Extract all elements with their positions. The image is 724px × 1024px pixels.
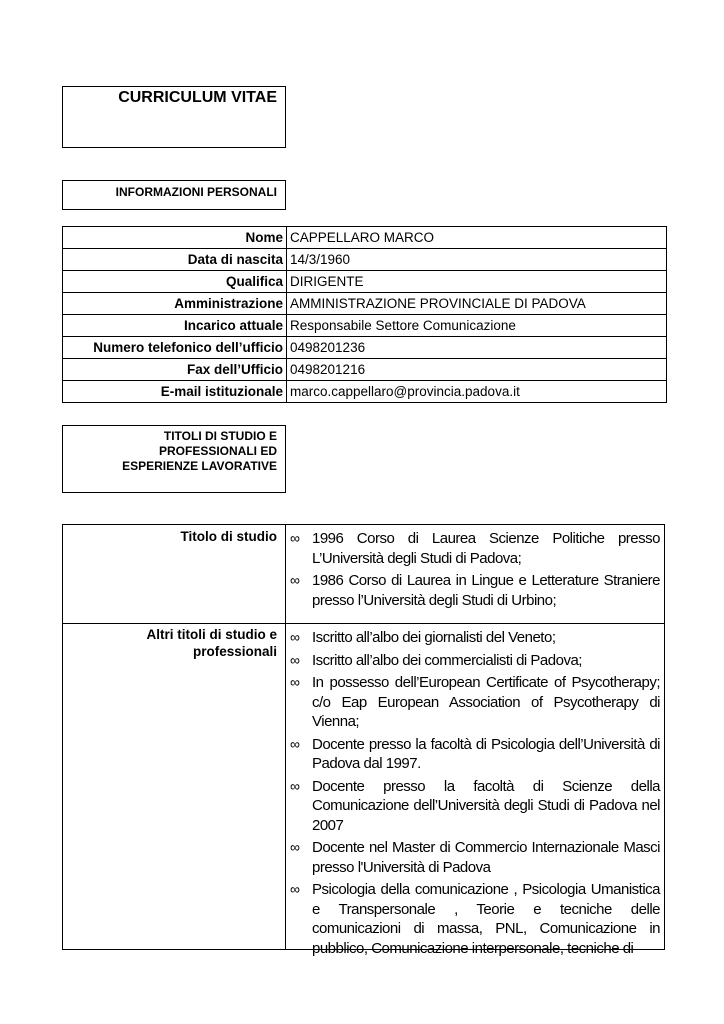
infinity-bullet-icon: ∞ — [290, 735, 300, 752]
altri-titoli-list — [290, 628, 660, 961]
personal-info-row — [63, 359, 667, 381]
list-item — [290, 651, 660, 671]
list-item-text: Iscritto all’albo dei commercialisti di Padova; — [312, 651, 582, 669]
personal-info-value: AMMINISTRAZIONE PROVINCIALE DI PADOVA — [287, 293, 667, 315]
personal-info-label: Qualifica — [63, 271, 287, 293]
personal-info-value: CAPPELLARO MARCO — [287, 227, 667, 249]
list-item-text: Psicologia della comunicazione , Psicologia Umanistica e Transpersonale , Teorie e tecniche delle comunicazioni di massa, PNL, Comunicazione in pubblico, Comunicazione interpersonale, tecniche di — [312, 881, 660, 957]
altri-titoli-label-line: Altri titoli di studio e — [146, 627, 277, 642]
infinity-bullet-icon: ∞ — [290, 530, 300, 546]
list-item — [290, 529, 660, 568]
altri-titoli-label-line: professionali — [192, 644, 277, 659]
list-item — [290, 880, 660, 958]
personal-info-value: marco.cappellaro@provincia.padova.it — [287, 381, 667, 403]
personal-info-label: Fax dell’Ufficio — [63, 359, 287, 381]
personal-info-value: DIRIGENTE — [287, 271, 667, 293]
list-item-text: 1996 Corso di Laurea Scienze Politiche presso L’Università degli Studi di Padova; — [312, 530, 660, 567]
personal-info-row — [63, 227, 667, 249]
personal-info-row — [63, 271, 667, 293]
infinity-bullet-icon: ∞ — [290, 572, 300, 588]
personal-info-row — [63, 337, 667, 359]
list-item-text: Docente presso la facoltà di Scienze della Comunicazione dell’Università degli Studi di Padova nel 2007 — [312, 777, 660, 834]
list-item — [290, 673, 660, 732]
personal-info-table — [62, 226, 667, 403]
titoli-heading-line: PROFESSIONALI ED — [158, 444, 277, 458]
row-divider — [63, 623, 664, 624]
titoli-heading-box — [62, 425, 286, 493]
list-item-text: 1986 Corso di Laurea in Lingue e Letterature Straniere presso l’Università degli Studi di Urbino; — [312, 572, 660, 609]
infinity-bullet-icon: ∞ — [290, 629, 300, 645]
titolo-di-studio-label: Titolo di studio — [180, 529, 277, 544]
education-table — [62, 524, 665, 957]
personal-info-row — [63, 381, 667, 403]
list-item-text: Iscritto all’albo dei giornalisti del Veneto; — [312, 629, 556, 646]
infinity-bullet-icon: ∞ — [290, 777, 300, 794]
personal-info-label: Amministrazione — [63, 293, 287, 315]
personal-info-row — [63, 293, 667, 315]
list-item-text: In possesso dell’European Certificate of Psycotherapy; c/o Eap European Association of Psycotherapy di Vienna; — [312, 674, 660, 730]
personal-info-value: 0498201216 — [287, 359, 667, 381]
personal-info-label: Numero telefonico dell’ufficio — [63, 337, 287, 359]
page-title: CURRICULUM VITAE — [118, 89, 277, 106]
infinity-bullet-icon: ∞ — [290, 651, 300, 668]
infinity-bullet-icon: ∞ — [290, 839, 300, 855]
personal-info-value: 14/3/1960 — [287, 249, 667, 271]
personal-info-label: Nome — [63, 227, 287, 249]
personal-info-row — [63, 315, 667, 337]
list-item — [290, 777, 660, 836]
personal-info-value: Responsabile Settore Comunicazione — [287, 315, 667, 337]
infinity-bullet-icon: ∞ — [290, 674, 300, 690]
titoli-heading-line: TITOLI DI STUDIO E — [163, 429, 277, 443]
personal-info-label: Data di nascita — [63, 249, 287, 271]
list-item — [290, 628, 660, 648]
titoli-heading — [63, 429, 277, 474]
list-item-text: Docente presso la facoltà di Psicologia dell’Università di Padova dal 1997. — [312, 735, 660, 772]
list-item-text: Docente nel Master di Commercio Internazionale Masci presso l'Università di Padova — [312, 839, 660, 876]
titolo-di-studio-list — [290, 529, 660, 613]
list-item — [290, 838, 660, 877]
altri-titoli-label — [63, 626, 277, 660]
personal-info-label: E-mail istituzionale — [63, 381, 287, 403]
personal-info-value: 0498201236 — [287, 337, 667, 359]
personal-info-heading-box — [62, 180, 286, 210]
list-item — [290, 735, 660, 774]
cv-title-box — [62, 86, 286, 148]
titoli-heading-line: ESPERIENZE LAVORATIVE — [122, 459, 277, 473]
personal-info-row — [63, 249, 667, 271]
infinity-bullet-icon: ∞ — [290, 881, 300, 897]
personal-info-label: Incarico attuale — [63, 315, 287, 337]
column-divider — [285, 525, 286, 949]
list-item — [290, 571, 660, 610]
personal-info-heading: INFORMAZIONI PERSONALI — [115, 185, 277, 199]
